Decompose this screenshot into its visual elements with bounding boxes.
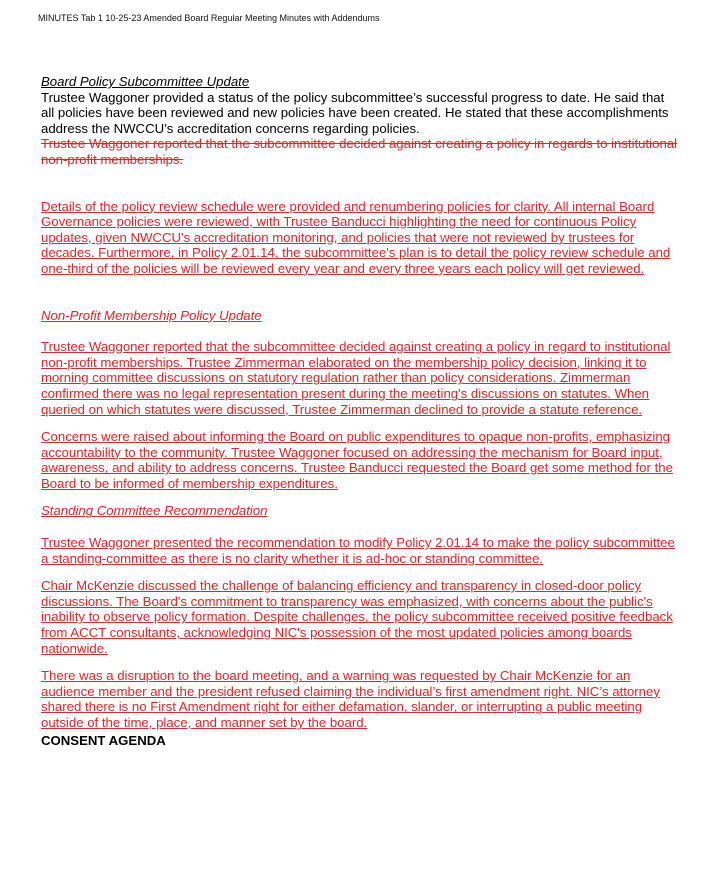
added-policy-review-details: Details of the policy review schedule were provided and renumbering policies for clarity. All internal Board Governance policies were reviewed, with Trustee Banducci highlighting the need for continuous Policy updates, given NWCCU's accreditation monitoring, and policies that were not reviewed by trustees for decades. Furthermore, in Policy 2.01.14, the subcommittee's plan is to detail the policy review schedule and one-third of the policies will be reviewed every year and every three years each policy will get reviewed. — [41, 198, 671, 276]
standing-committee-para-3: There was a disruption to the board meeting, and a warning was requested by Chair McKenzie for an audience member and the president refused claiming the individual’s first amendment right. NIC’s attorney shared there is no First Amendment right for either defamation, slander, or interrupting a public meeting outside of the time, place, and manner set by the board. — [41, 668, 660, 730]
board-policy-body: Trustee Waggoner provided a status of the policy subcommittee’s successful progress to date. He said that all policies have been reviewed and new policies have been created. He stated that these accomplishments address the NWCCU’s accreditation concerns regarding policies. — [41, 89, 669, 136]
non-profit-para-1: Trustee Waggoner reported that the subcommittee decided against creating a policy in regard to institutional non-profit memberships. Trustee Zimmerman elaborated on the membership policy decision, linking it to morning committee discussions on statutory regulation rather than policy considerations. Zimmerman confirmed there was no legal representation present during the meeting's discussions on statutes. When queried on which statutes were discussed, Trustee Zimmerman declined to provide a statute reference. — [41, 339, 671, 417]
section-heading-non-profit: Non-Profit Membership Policy Update — [41, 307, 262, 323]
standing-committee-para-2: Chair McKenzie discussed the challenge of balancing efficiency and transparency in closed-door policy discussions. The Board's commitment to transparency was emphasized, with concerns about the public's inability to observe policy formation. Despite challenges, the policy subcommittee received positive feedback from ACCT consultants, acknowledging NIC's possession of the most updated policies among boards nationwide. — [41, 578, 673, 656]
section-heading-standing-committee: Standing Committee Recommendation — [41, 503, 268, 519]
minutes-body — [41, 74, 681, 748]
consent-agenda-heading: CONSENT AGENDA — [41, 732, 166, 748]
page-header: MINUTES Tab 1 10-25-23 Amended Board Regular Meeting Minutes with Addendums — [38, 13, 380, 23]
standing-committee-para-1: Trustee Waggoner presented the recommendation to modify Policy 2.01.14 to make the policy subcommittee a standing-committee as there is no clarity whether it is ad-hoc or standing committee. — [41, 535, 675, 566]
non-profit-para-2: Concerns were raised about informing the Board on public expenditures to opaque non-profits, emphasizing accountability to the community. Trustee Waggoner focused on addressing the mechanism for Board input, awareness, and ability to address concerns. Trustee Banducci requested the Board get some method for the Board to be informed of membership expenditures. — [41, 429, 673, 491]
struck-text: Trustee Waggoner reported that the subcommittee decided against creating a policy in regards to institutional non-profit memberships. — [41, 136, 678, 167]
section-heading-board-policy: Board Policy Subcommittee Update — [41, 74, 250, 89]
